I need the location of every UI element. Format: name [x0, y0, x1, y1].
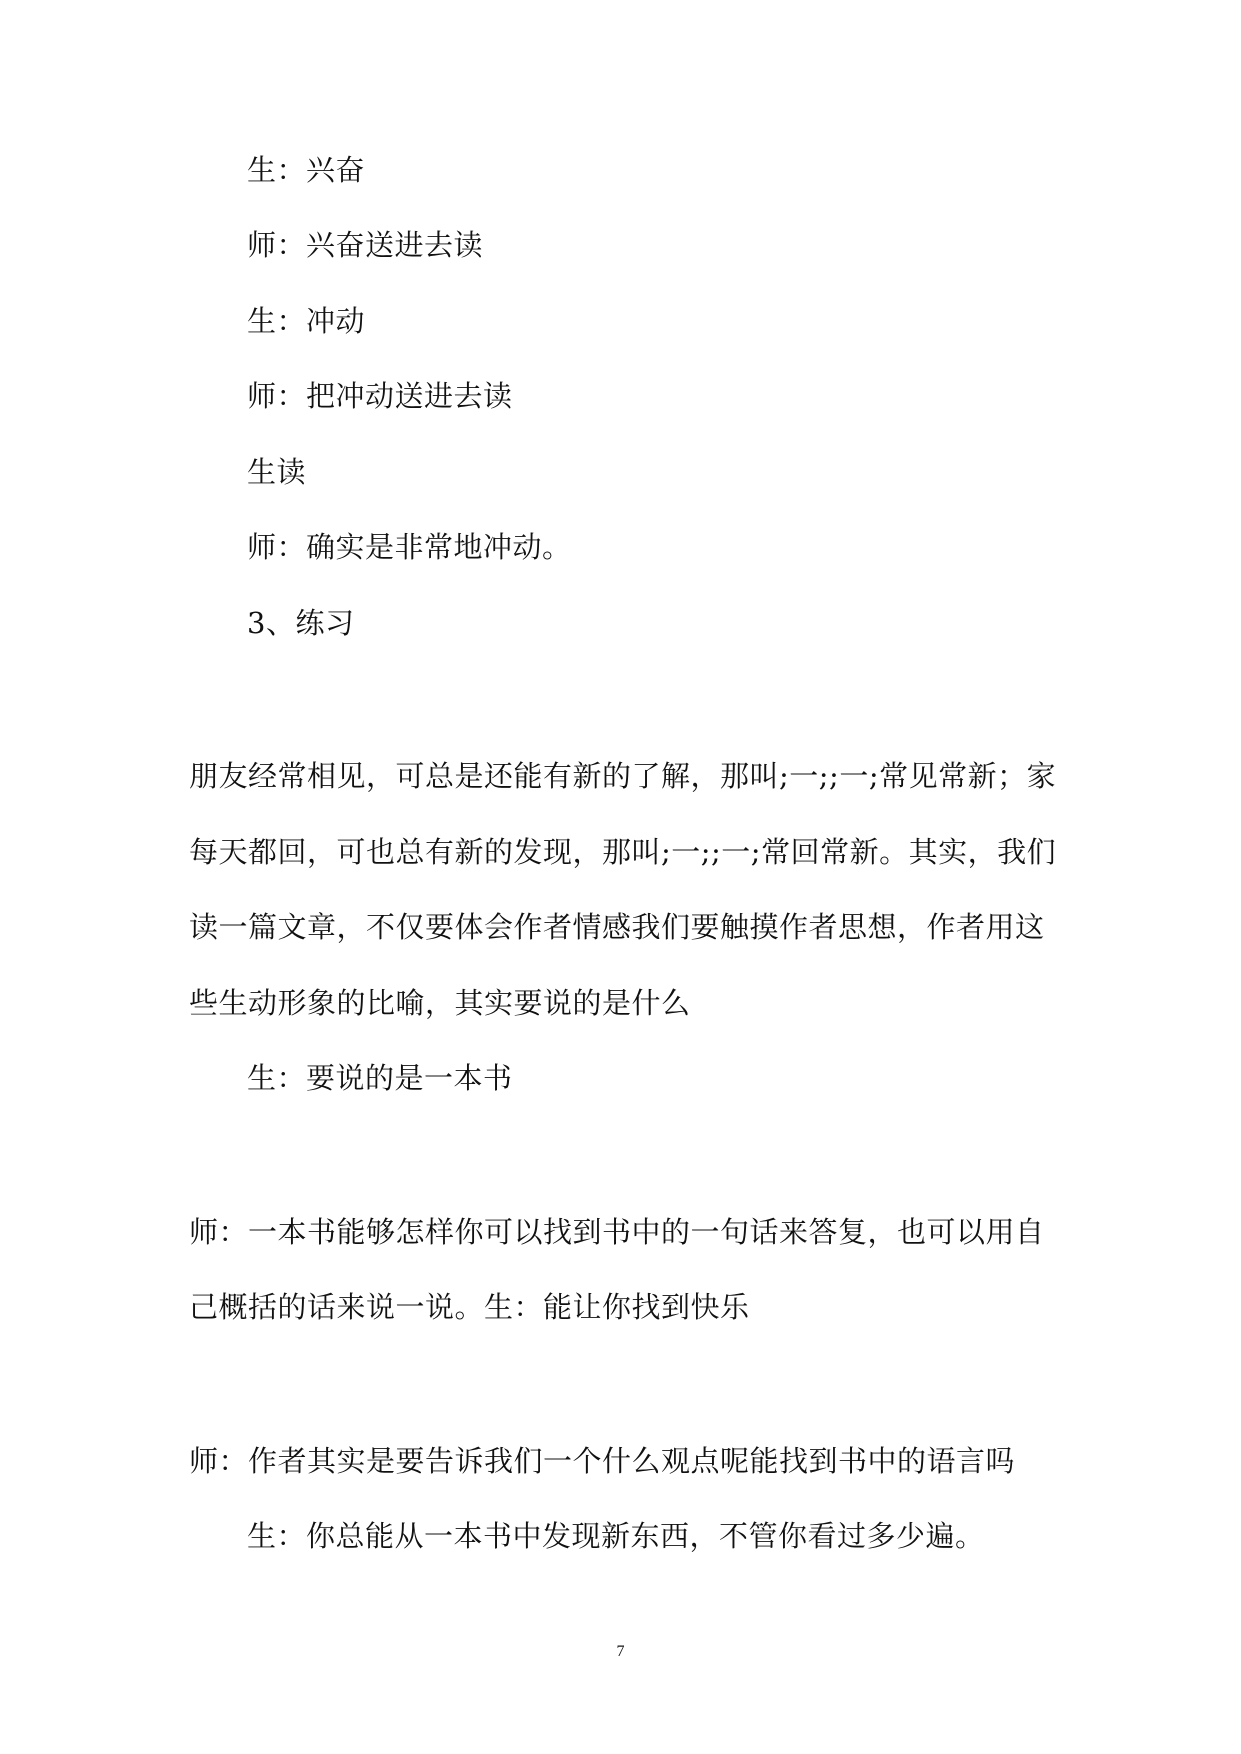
dialogue-line: 生：兴奋 — [247, 153, 366, 187]
paragraph-line: 读一篇文章，不仅要体会作者情感我们要触摸作者思想，作者用这 — [189, 910, 1045, 944]
paragraph-line: 每天都回，可也总有新的发现，那叫;一;;一;常回常新。其实，我们 — [189, 835, 1057, 869]
paragraph-line: 师：一本书能够怎样你可以找到书中的一句话来答复，也可以用自 — [189, 1215, 1045, 1249]
paragraph-line: 师：作者其实是要告诉我们一个什么观点呢能找到书中的语言吗 — [189, 1444, 1016, 1478]
dialogue-line: 师：确实是非常地冲动。 — [247, 530, 572, 564]
dialogue-line: 生读 — [247, 455, 307, 489]
dialogue-line: 生：要说的是一本书 — [247, 1061, 513, 1095]
section-heading: 3、练习 — [247, 606, 355, 640]
paragraph-line: 己概括的话来说一说。生：能让你找到快乐 — [189, 1290, 750, 1324]
dialogue-line: 生：冲动 — [247, 304, 366, 338]
paragraph-line: 朋友经常相见，可总是还能有新的了解，那叫;一;;一;常见常新；家 — [189, 759, 1057, 793]
dialogue-line: 师：把冲动送进去读 — [247, 379, 513, 413]
page-number: 7 — [616, 1643, 625, 1660]
dialogue-line: 师：兴奋送进去读 — [247, 228, 484, 262]
dialogue-line: 生：你总能从一本书中发现新东西，不管你看过多少遍。 — [247, 1519, 985, 1553]
paragraph-line: 些生动形象的比喻，其实要说的是什么 — [189, 986, 691, 1020]
